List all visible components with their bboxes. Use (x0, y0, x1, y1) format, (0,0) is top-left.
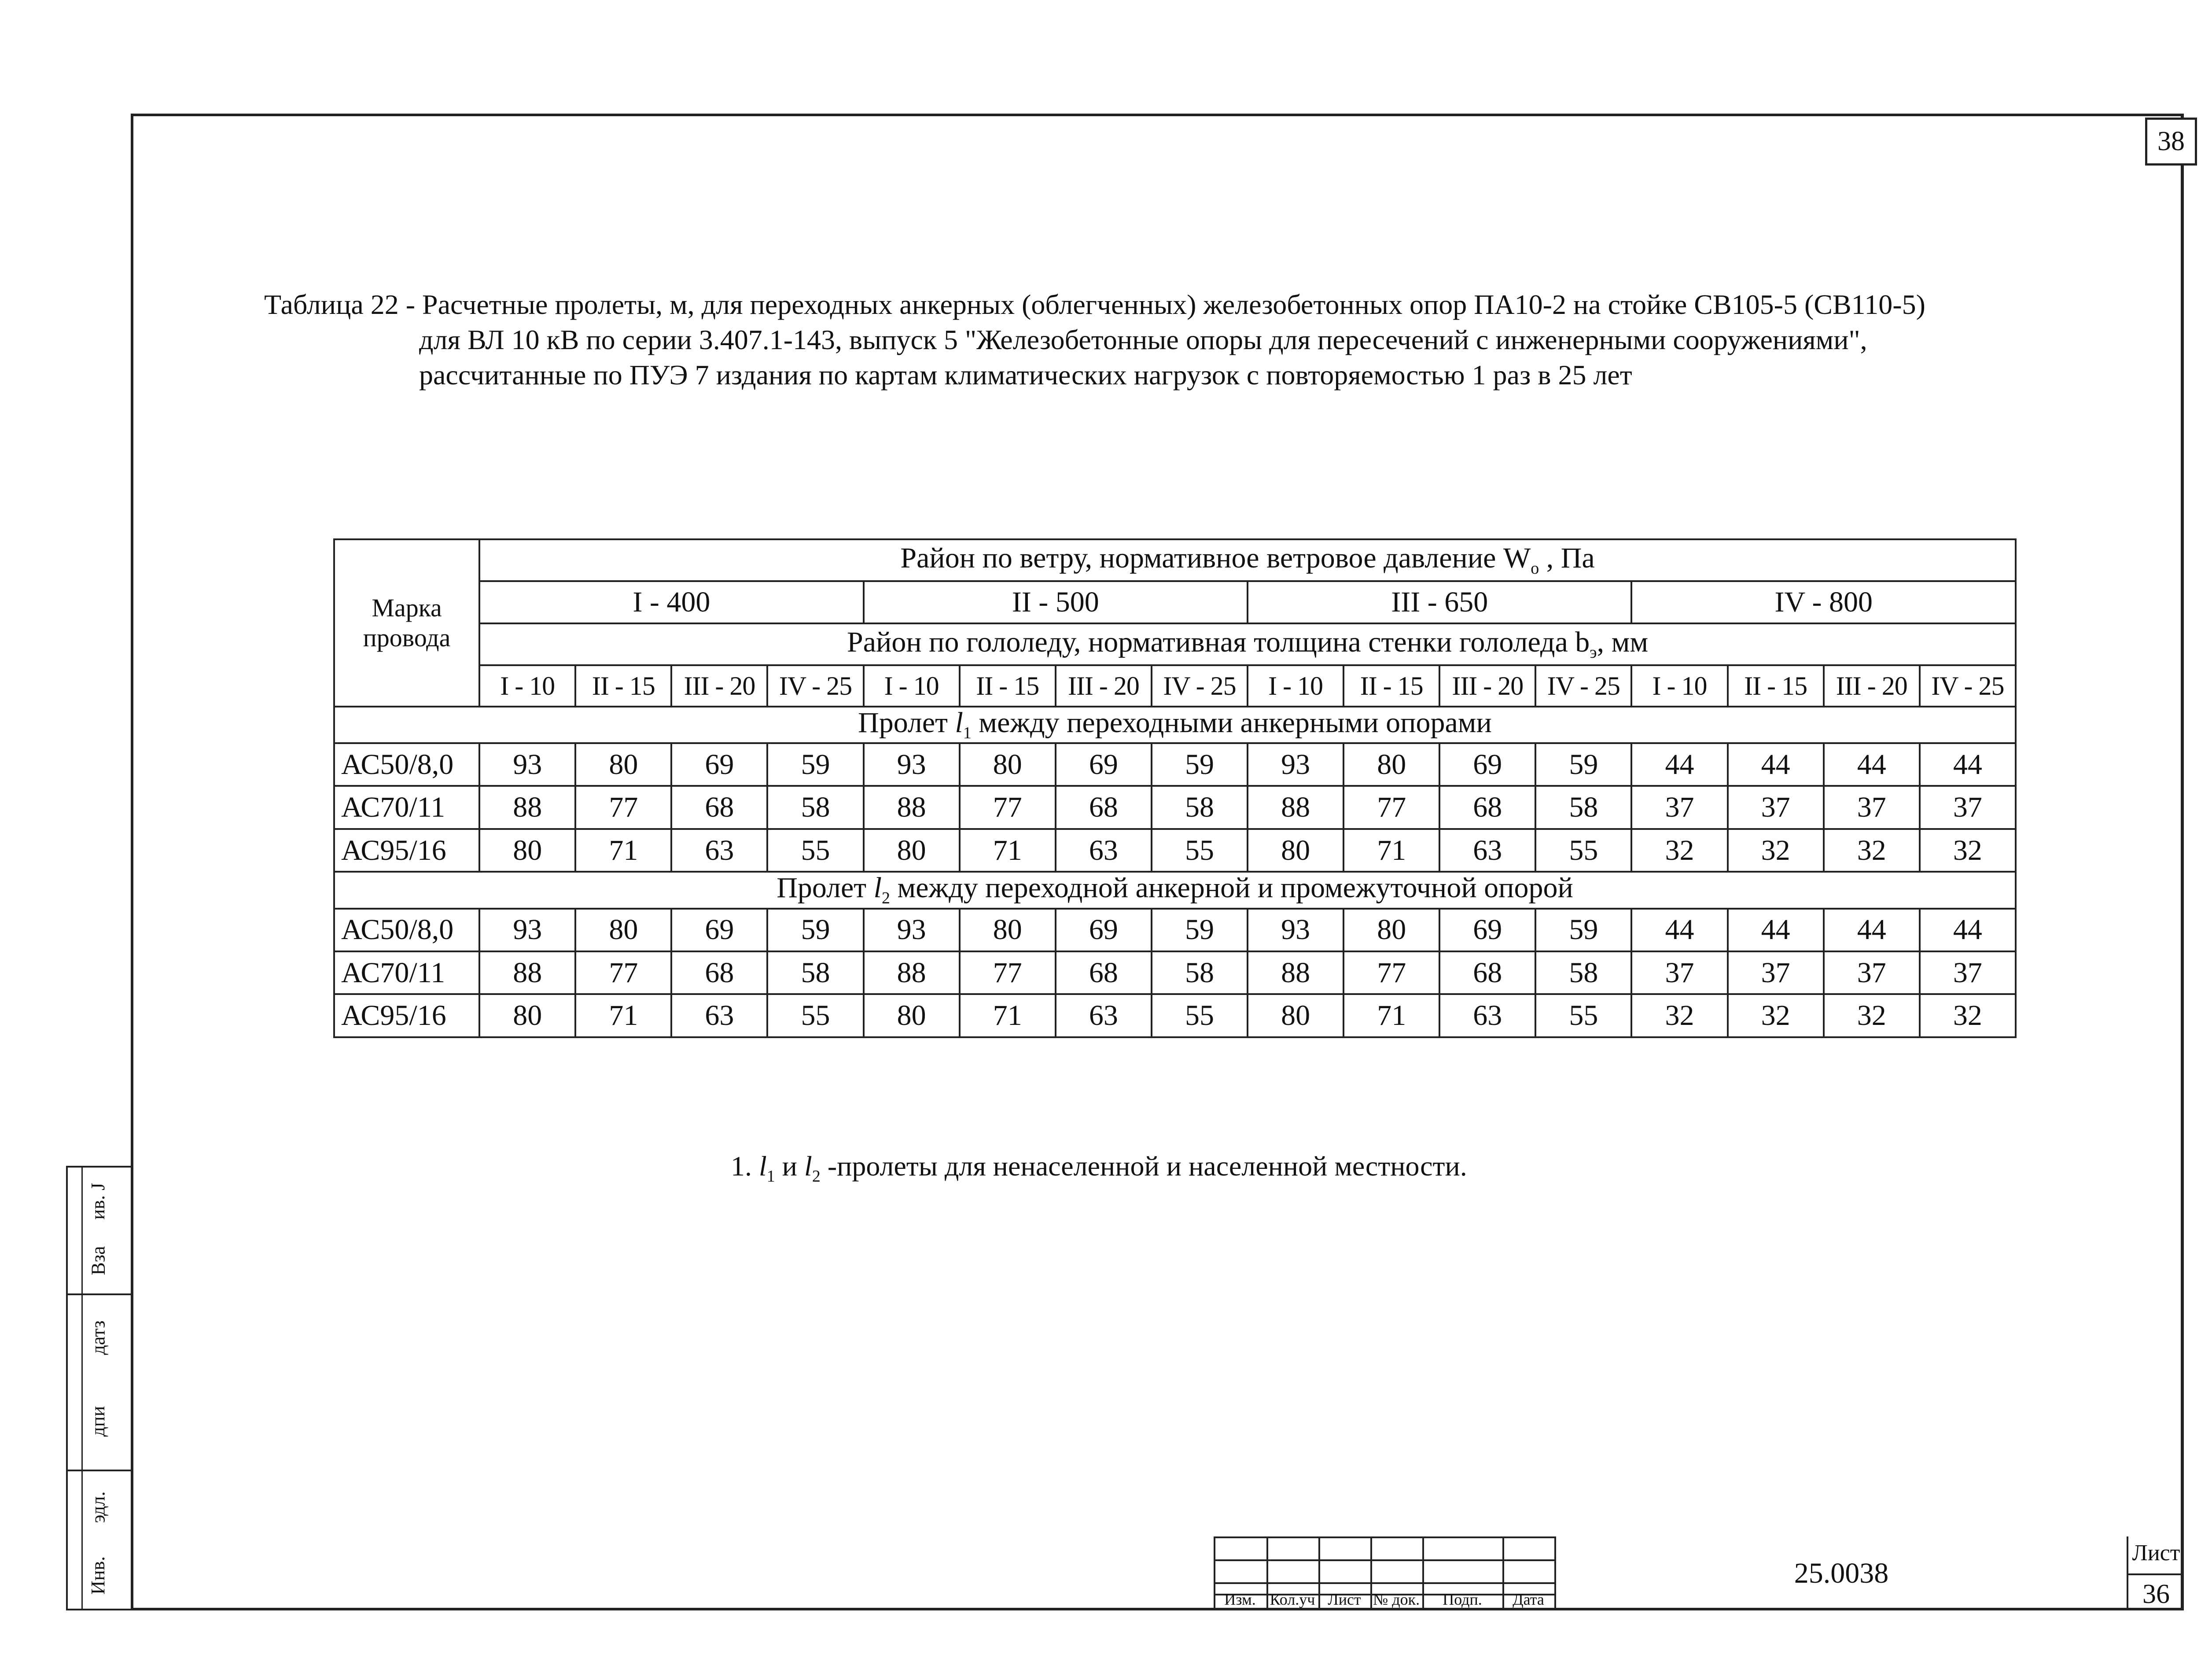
title-block-column-label: Лист (1328, 1591, 1361, 1608)
ice-region: II - 15 (575, 665, 671, 706)
spans-table (333, 538, 2017, 1038)
header-row-ice-regions (334, 665, 2016, 706)
span-value: 93 (864, 743, 960, 786)
span-value: 93 (479, 909, 575, 951)
span-value: 44 (1824, 743, 1920, 786)
span-value: 59 (1535, 909, 1631, 951)
span-value: 37 (1631, 951, 1727, 994)
wire-brand: АС70/11 (334, 786, 479, 829)
span-value: 63 (1439, 829, 1535, 872)
section-title-pre: Пролет (858, 706, 955, 739)
document-number-text: 25.0038 (1794, 1557, 1889, 1589)
table-row (334, 743, 2016, 786)
span-value: 59 (1535, 743, 1631, 786)
span-value: 69 (1439, 743, 1535, 786)
title-block-column-label: Дата (1513, 1591, 1544, 1608)
strip-line (66, 1166, 68, 1610)
section-title (334, 707, 2016, 743)
table-row (334, 829, 2016, 872)
ice-region: II - 15 (960, 665, 1056, 706)
span-value: 55 (767, 829, 863, 872)
span-value: 69 (1439, 909, 1535, 951)
table-caption-line-3: рассчитанные по ПУЭ 7 издания по картам климатических нагрузок с повторяемостью 1 раз в 25 лет (419, 359, 1632, 391)
span-value: 88 (1248, 786, 1343, 829)
span-value: 58 (767, 951, 863, 994)
span-value: 71 (1343, 994, 1439, 1037)
wind-region: I - 400 (479, 581, 863, 623)
span-value: 37 (1920, 951, 2016, 994)
ice-region: III - 20 (1439, 665, 1535, 706)
span-value: 32 (1920, 829, 2016, 872)
span-value: 58 (1535, 786, 1631, 829)
header-row-wind-regions (334, 581, 2016, 623)
span-value: 68 (1056, 951, 1152, 994)
wind-header-unit: , Па (1539, 542, 1595, 575)
title-block-column-label: № док. (1373, 1591, 1420, 1608)
span-value: 63 (1056, 829, 1152, 872)
ice-region: II - 15 (1728, 665, 1824, 706)
brand-header (334, 539, 479, 707)
span-value: 55 (1535, 994, 1631, 1037)
ice-region: III - 20 (671, 665, 767, 706)
span-value: 77 (960, 951, 1056, 994)
span-value: 80 (960, 743, 1056, 786)
footnote-text: -пролеты для ненаселенной и населенной местности. (820, 1150, 1467, 1182)
span-value: 37 (1631, 786, 1727, 829)
span-value: 77 (575, 786, 671, 829)
footnote-mid: и (775, 1150, 805, 1182)
sheet-box (2127, 1536, 2184, 1610)
binding-strip (66, 1166, 131, 1610)
span-value: 44 (1631, 909, 1727, 951)
span-value: 59 (767, 743, 863, 786)
section-title-var: l (955, 706, 963, 739)
span-value: 88 (479, 786, 575, 829)
span-value: 69 (671, 743, 767, 786)
span-value: 69 (1056, 909, 1152, 951)
wind-region: IV - 800 (1631, 581, 2016, 623)
document-number (1554, 1536, 2127, 1610)
section-title-sub: 1 (963, 723, 972, 742)
table-row (334, 994, 2016, 1037)
wire-brand: АС50/8,0 (334, 909, 479, 951)
footnote-prefix: 1. (731, 1150, 759, 1182)
sheet-number: 36 (2142, 1579, 2170, 1609)
span-value: 44 (1728, 743, 1824, 786)
footnote-var-2: l (804, 1150, 812, 1182)
span-value: 80 (575, 909, 671, 951)
span-value: 37 (1728, 951, 1824, 994)
span-value: 93 (864, 909, 960, 951)
strip-line (66, 1293, 131, 1295)
wind-header (479, 539, 2016, 581)
span-value: 58 (1152, 786, 1248, 829)
brand-header-text: Марка провода (363, 593, 451, 652)
wind-region: II - 500 (864, 581, 1248, 623)
section-title-post: между переходными анкерными опорами (971, 706, 1492, 739)
wind-region: III - 650 (1248, 581, 1631, 623)
ice-region: IV - 25 (1535, 665, 1631, 706)
span-value: 80 (1248, 994, 1343, 1037)
span-value: 68 (1439, 786, 1535, 829)
span-value: 69 (671, 909, 767, 951)
span-value: 58 (767, 786, 863, 829)
wind-header-text: Район по ветру, нормативное ветровое давление W (900, 542, 1531, 575)
ice-region: I - 10 (1248, 665, 1343, 706)
title-block-column-label: Кол.уч (1270, 1591, 1315, 1608)
header-row-ice (334, 623, 2016, 665)
span-value: 71 (960, 994, 1056, 1037)
span-value: 88 (1248, 951, 1343, 994)
span-value: 80 (864, 829, 960, 872)
strip-label-inv: ив. Ј (87, 1183, 109, 1219)
span-value: 80 (479, 994, 575, 1037)
span-value: 71 (960, 829, 1056, 872)
span-value: 69 (1056, 743, 1152, 786)
span-value: 71 (575, 994, 671, 1037)
section-title-var: l (873, 872, 882, 904)
section-title-pre: Пролет (777, 872, 874, 904)
span-value: 71 (1343, 829, 1439, 872)
span-value: 63 (671, 994, 767, 1037)
section-title (334, 872, 2016, 908)
span-value: 37 (1824, 786, 1920, 829)
span-value: 88 (864, 951, 960, 994)
table-row (334, 786, 2016, 829)
page-number-top (2145, 118, 2197, 166)
span-value: 32 (1824, 994, 1920, 1037)
strip-line (66, 1609, 131, 1610)
title-block-column-label: Изм. (1224, 1591, 1256, 1608)
page-number-text: 38 (2157, 126, 2185, 156)
title-block-column-label: Подп. (1443, 1591, 1482, 1608)
footnote (731, 1150, 1467, 1186)
span-value: 77 (960, 786, 1056, 829)
span-value: 77 (1343, 786, 1439, 829)
ice-region: III - 20 (1824, 665, 1920, 706)
ice-region: IV - 25 (1152, 665, 1248, 706)
span-value: 32 (1631, 994, 1727, 1037)
header-row-wind (334, 539, 2016, 581)
span-value: 37 (1728, 786, 1824, 829)
ice-header-unit: , мм (1597, 626, 1649, 658)
span-value: 88 (479, 951, 575, 994)
span-value: 68 (671, 786, 767, 829)
span-value: 32 (1631, 829, 1727, 872)
span-value: 44 (1728, 909, 1824, 951)
span-value: 58 (1535, 951, 1631, 994)
ice-region: IV - 25 (767, 665, 863, 706)
ice-header-text: Район по гололеду, нормативная толщина стенки гололеда b (847, 626, 1590, 658)
span-value: 77 (575, 951, 671, 994)
span-value: 93 (1248, 743, 1343, 786)
wire-brand: АС70/11 (334, 951, 479, 994)
strip-label-podl: эдл. (87, 1491, 109, 1523)
table-row (334, 951, 2016, 994)
span-value: 63 (1439, 994, 1535, 1037)
footnote-sub-2: 2 (812, 1167, 821, 1186)
ice-region: I - 10 (864, 665, 960, 706)
span-value: 68 (671, 951, 767, 994)
ice-region: I - 10 (1631, 665, 1727, 706)
span-value: 44 (1824, 909, 1920, 951)
span-value: 55 (1152, 829, 1248, 872)
section-title-post: между переходной анкерной и промежуточной опорой (890, 872, 1573, 904)
span-value: 80 (1343, 909, 1439, 951)
strip-line (66, 1166, 131, 1168)
span-value: 59 (1152, 743, 1248, 786)
span-value: 80 (864, 994, 960, 1037)
span-value: 58 (1152, 951, 1248, 994)
strip-line (66, 1470, 131, 1471)
ice-region: III - 20 (1056, 665, 1152, 706)
title-block-revisions (1214, 1536, 1554, 1610)
span-value: 55 (1535, 829, 1631, 872)
table-caption-line-1: Таблица 22 - Расчетные пролеты, м, для переходных анкерных (облегченных) железобетонных опор ПА10-2 на стойке СВ105-5 (СВ110-5) (264, 289, 1925, 320)
wire-brand: АС50/8,0 (334, 743, 479, 786)
strip-label-data: датз (87, 1320, 109, 1355)
span-value: 93 (1248, 909, 1343, 951)
span-value: 32 (1728, 829, 1824, 872)
ice-header-subscript: э (1590, 643, 1597, 662)
span-value: 68 (1439, 951, 1535, 994)
span-value: 55 (1152, 994, 1248, 1037)
wind-header-subscript: о (1531, 559, 1539, 578)
span-value: 77 (1343, 951, 1439, 994)
footnote-var-1: l (759, 1150, 767, 1182)
strip-label-vzam: Вза (87, 1245, 109, 1275)
span-value: 32 (1728, 994, 1824, 1037)
span-value: 63 (671, 829, 767, 872)
footnote-sub-1: 1 (766, 1167, 775, 1186)
span-value: 32 (1824, 829, 1920, 872)
span-value: 55 (767, 994, 863, 1037)
sheet-label: Лист (2132, 1540, 2180, 1566)
span-value: 88 (864, 786, 960, 829)
section-title-row (334, 872, 2016, 908)
section-title-row (334, 707, 2016, 743)
span-value: 44 (1631, 743, 1727, 786)
wire-brand: АС95/16 (334, 994, 479, 1037)
span-value: 80 (960, 909, 1056, 951)
ice-region: IV - 25 (1920, 665, 2016, 706)
span-value: 59 (767, 909, 863, 951)
span-value: 63 (1056, 994, 1152, 1037)
span-value: 71 (575, 829, 671, 872)
span-value: 80 (1343, 743, 1439, 786)
tb-line (2128, 1573, 2184, 1575)
ice-region: I - 10 (479, 665, 575, 706)
span-value: 32 (1920, 994, 2016, 1037)
span-value: 68 (1056, 786, 1152, 829)
ice-region: II - 15 (1343, 665, 1439, 706)
span-value: 44 (1920, 743, 2016, 786)
section-title-sub: 2 (881, 889, 890, 908)
table-row (334, 909, 2016, 951)
span-value: 80 (1248, 829, 1343, 872)
span-value: 37 (1824, 951, 1920, 994)
span-value: 80 (575, 743, 671, 786)
ice-header (479, 623, 2016, 665)
table-caption-line-2: для ВЛ 10 кВ по серии 3.407.1-143, выпуск 5 "Железобетонные опоры для пересечений с инженерными сооружениями", (419, 324, 1867, 355)
strip-label-invno: Инв. (87, 1556, 109, 1595)
wire-brand: АС95/16 (334, 829, 479, 872)
span-value: 93 (479, 743, 575, 786)
strip-label-podp: дпи (87, 1406, 109, 1437)
span-value: 59 (1152, 909, 1248, 951)
span-value: 44 (1920, 909, 2016, 951)
span-value: 37 (1920, 786, 2016, 829)
span-value: 80 (479, 829, 575, 872)
